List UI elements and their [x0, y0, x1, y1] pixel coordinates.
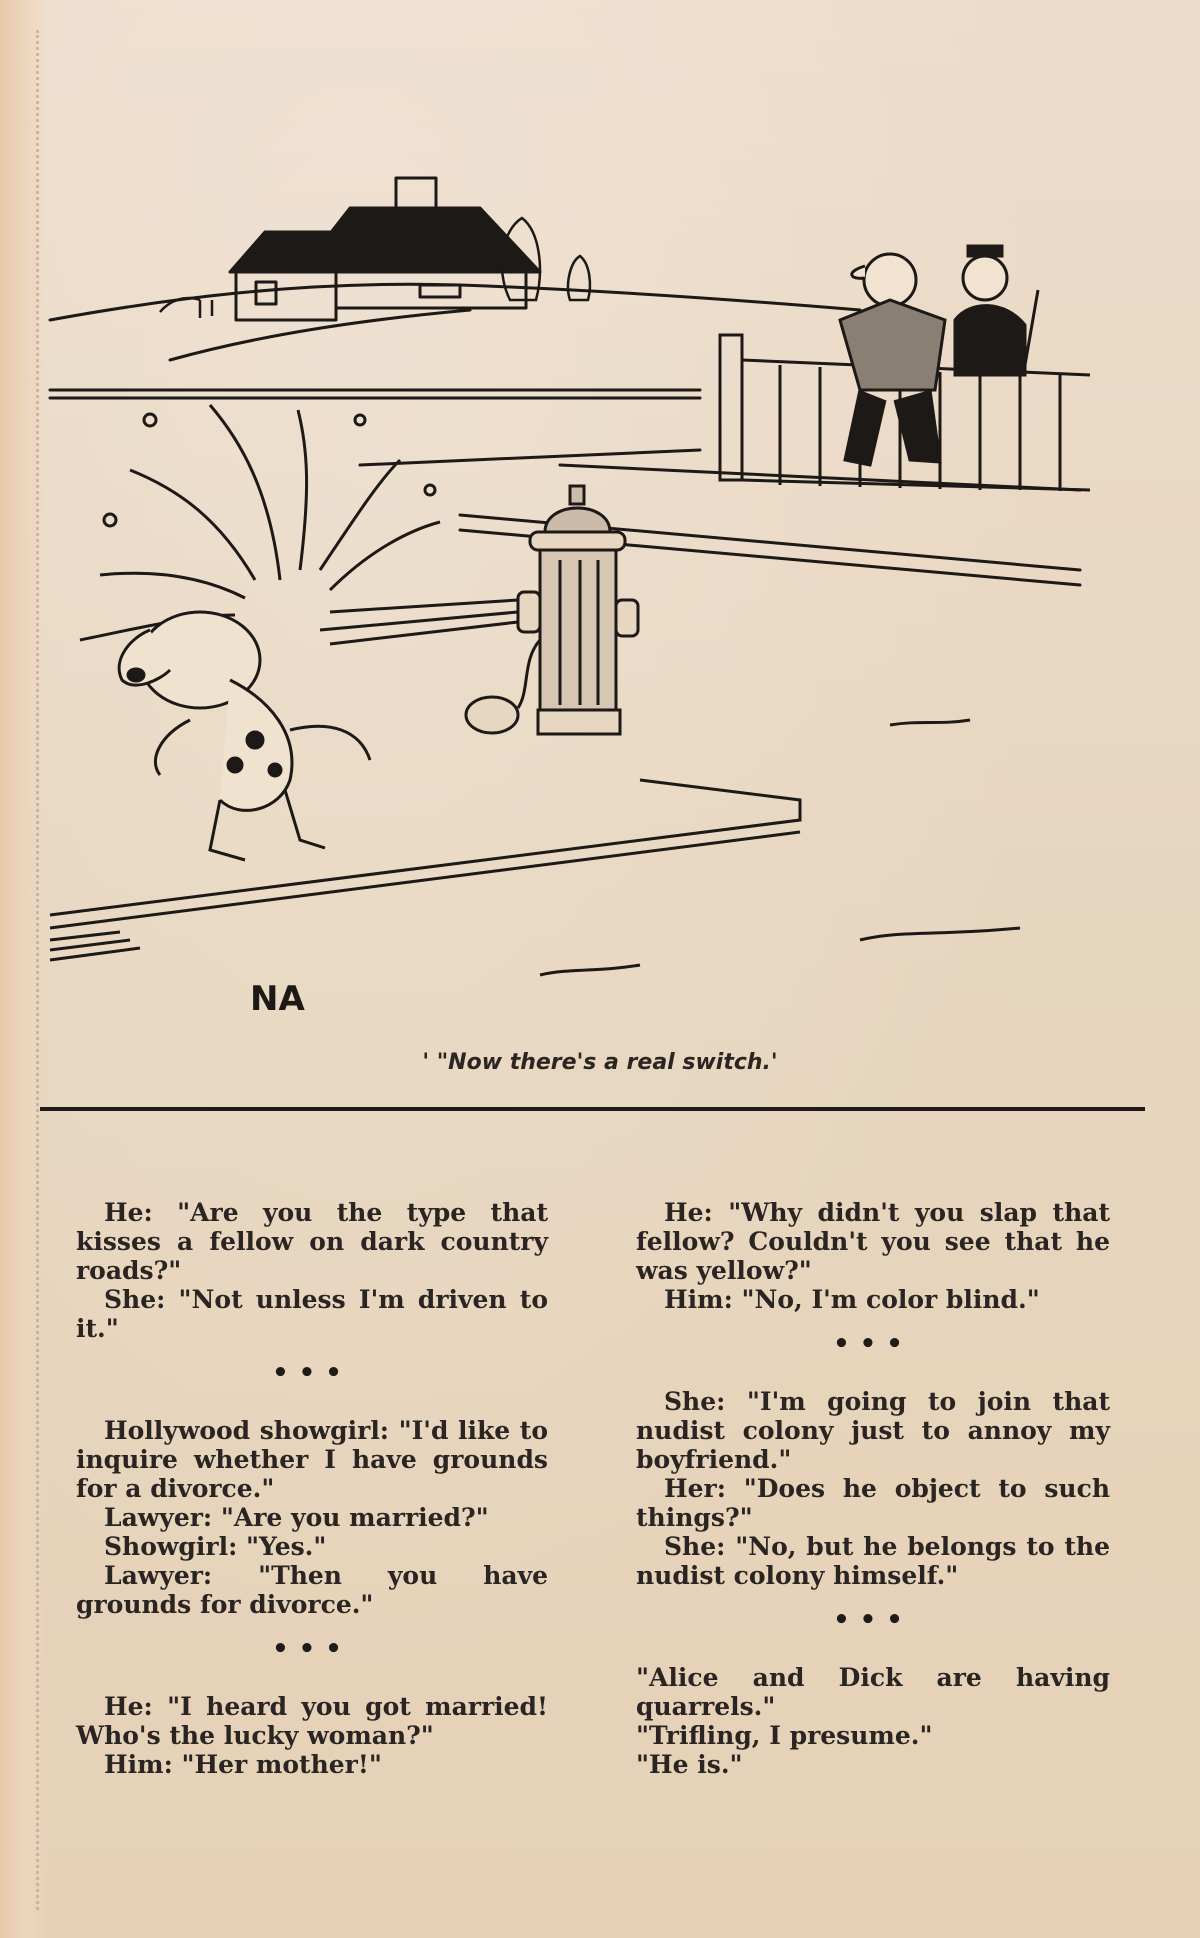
joke-line: He: "Are you the type that kisses a fellow on dark country roads?": [76, 1198, 548, 1285]
separator-dots: •••: [272, 1358, 352, 1388]
joke-block: [76, 1416, 548, 1619]
joke-line: "Trifling, I presume.": [636, 1721, 933, 1750]
joke-block: [636, 1663, 1110, 1779]
cartoon-caption: ' "Now there's a real switch.': [422, 1050, 778, 1075]
joke-line: She: "I'm going to join that nudist colony just to annoy my boyfriend.": [636, 1387, 1110, 1474]
joke-line: She: "No, but he belongs to the nudist colony himself.": [636, 1532, 1110, 1590]
joke-block: [76, 1692, 548, 1779]
joke-line: Him: "No, I'm color blind.": [664, 1285, 1040, 1314]
section-divider: [40, 1107, 1145, 1111]
fire-hydrant-drawing: [466, 486, 638, 734]
dog-drawing: [119, 612, 370, 860]
separator-dots: •••: [272, 1634, 352, 1664]
joke-line: She: "Not unless I'm driven to it.": [76, 1285, 548, 1343]
joke-line: Her: "Does he object to such things?": [636, 1474, 1110, 1532]
separator-dots: •••: [833, 1605, 913, 1635]
joke-line: Showgirl: "Yes.": [104, 1532, 327, 1561]
cartoon-illustration: [40, 160, 1120, 1020]
joke-line: Hollywood showgirl: "I'd like to inquire whether I have grounds for a divorce.": [76, 1416, 548, 1503]
joke-line: "Alice and Dick are having quarrels.": [636, 1663, 1110, 1721]
artist-signature: NA: [250, 979, 305, 1019]
house-drawing: [230, 178, 540, 320]
separator-dots: •••: [833, 1329, 913, 1359]
jokes-left-column: [76, 1198, 548, 1779]
joke-block: [636, 1198, 1110, 1314]
joke-block: [76, 1198, 548, 1343]
joke-block: [636, 1387, 1110, 1590]
joke-line: "He is.": [636, 1750, 743, 1779]
jokes-right-column: [636, 1198, 1110, 1779]
joke-line: Lawyer: "Then you have grounds for divorce.": [76, 1561, 548, 1619]
joke-line: He: "Why didn't you slap that fellow? Couldn't you see that he was yellow?": [636, 1198, 1110, 1285]
water-spray-drawing: [80, 405, 518, 644]
joke-line: Him: "Her mother!": [104, 1750, 382, 1779]
joke-line: He: "I heard you got married! Who's the lucky woman?": [76, 1692, 548, 1750]
sidewalk-drawing: [50, 720, 1020, 975]
joke-line: Lawyer: "Are you married?": [104, 1503, 489, 1532]
